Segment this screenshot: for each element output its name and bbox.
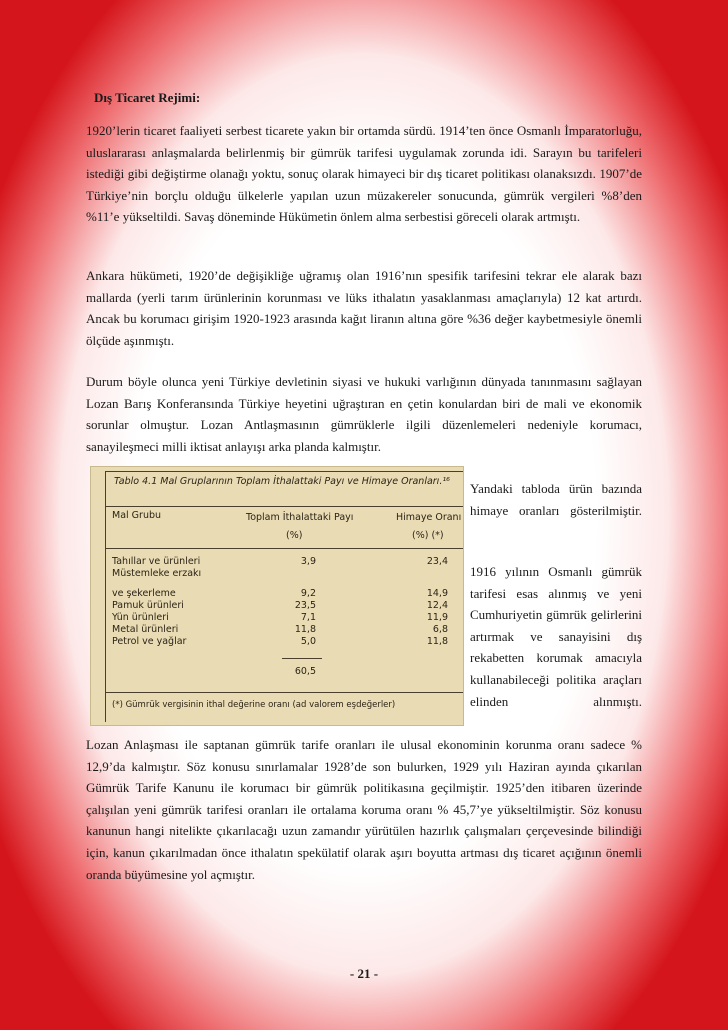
table-cell: Pamuk ürünleri <box>112 600 184 611</box>
table-rule <box>106 506 464 507</box>
table-cell: 6,8 <box>432 624 448 635</box>
side-paragraph-1-text: Yandaki tabloda ürün bazında himaye oranları gösterilmiştir. <box>470 481 642 518</box>
table-cell: 14,9 <box>426 588 448 599</box>
section-heading: Dış Ticaret Rejimi: <box>94 90 201 105</box>
table-cell: Tahıllar ve ürünleri <box>112 556 201 567</box>
side-paragraph-1 <box>470 478 642 521</box>
table-row <box>106 624 464 635</box>
table-cell: Yün ürünleri <box>112 612 169 623</box>
table-cell: 11,8 <box>294 624 316 635</box>
paragraph-5: Lozan Anlaşması ile saptanan gümrük tarife oranları ile ulusal ekonominin korunma oranı sadece % 12,9’da kalmıştır. Söz konusu sınırlamalar 1928’de son bulurken, 1929 yılı Haziran ayında çıkarılan Gümrük Tarife Kanunu ile korumacı bir gümrük politikasına geçilmiştir. 1925’den itibaren üzerinde çalışılan yeni gümrük tarifesi oranları ile ortalama koruma oranı % 45,7’ye yükseltilmiştir. Söz konusu kanunun hangi nitelikte çıkarılacağı uzun zamandır yürütülen hazırlık çalışmaları çerçevesinde bilindiği için, kanun çıkarılmadan önce ithalatın spekülatif olarak aşırı boyutta artması dış ticaret açığının önemli oranda büyümesine yol açmıştır. <box>86 737 642 882</box>
table-title: Tablo 4.1 Mal Gruplarının Toplam İthalattaki Payı ve Himaye Oranları.¹⁶ <box>114 476 450 487</box>
table-row <box>106 568 464 579</box>
table-col-protect: Himaye Oranı <box>396 512 462 523</box>
page-number: - 21 - <box>349 966 379 981</box>
table-row <box>106 612 464 623</box>
scanned-table-image <box>90 466 464 726</box>
table-cell: 7,1 <box>300 612 316 623</box>
table-cell: 23,4 <box>426 556 448 567</box>
table-cell: 5,0 <box>300 636 316 647</box>
side-paragraph-2-text: 1916 yılının Osmanlı gümrük tarifesi esas alınmış ve yeni Cumhuriyetin gümrük gelirlerini artırmak ve sanayisini dış rekabetten korumak amacıyla kullanabileceği politika araçları elinden alınmıştı. <box>470 564 642 709</box>
table-col-group: Mal Grubu <box>112 510 162 521</box>
table-cell: 11,9 <box>426 612 448 623</box>
table-row <box>106 636 464 647</box>
table-col-share-unit: (%) <box>286 530 303 541</box>
table-footnote: (*) Gümrük vergisinin ithal değerine oranı (ad valorem eşdeğerler) <box>112 700 396 710</box>
table-cell: Petrol ve yağlar <box>112 636 187 647</box>
table-row <box>106 600 464 611</box>
table-cell: 3,9 <box>300 556 316 567</box>
paragraph-1: 1920’lerin ticaret faaliyeti serbest ticarete yakın bir ortamda sürdü. 1914’ten önce Osmanlı İmparatorluğu, uluslararası anlaşmalarda belirlenmiş bir gümrük tarifesi uygulamak zorunda idi. Sarayın bu tarifeleri istediği gibi değiştirme olanağı yoktu, sonuç olarak himayeci bir dış ticaret politikası olanaksızdı. 1907’de Türkiye’nin borçlu olduğu ülkelerle yapılan uzun müzakereler sonucunda, gümrük vergileri %8’den %11’e yükseltildi. Savaş döneminde Hükümetin önlem alma serbestisi göreceli olarak artmıştı. <box>86 123 642 225</box>
table-row <box>106 588 464 599</box>
table-cell: 11,8 <box>426 636 448 647</box>
table-sum-rule <box>282 658 322 659</box>
table-cell: Metal ürünleri <box>112 624 179 635</box>
side-paragraph-2 <box>470 561 642 712</box>
table-col-protect-unit: (%) (*) <box>412 530 444 541</box>
table-rule <box>106 548 464 549</box>
table-cell: ve şekerleme <box>112 588 176 599</box>
table-cell: 23,5 <box>294 600 316 611</box>
table-frame <box>105 471 464 722</box>
table-cell: 12,4 <box>426 600 448 611</box>
table-col-share: Toplam İthalattaki Payı <box>246 512 354 523</box>
table-rule <box>106 692 464 693</box>
paragraph-3: Durum böyle olunca yeni Türkiye devletinin siyasi ve hukuki varlığının dünyada tanınmasını sağlayan Lozan Barış Konferansında Türkiye heyetini uğraştıran en çetin konulardan biri de mali ve ekonomik sorunlar olmuştur. Lozan Antlaşmasının gümrüklerle ilgili düzenlemeleri nedeniyle korumacı, sanayileşmeci milli iktisat anlayışı arka planda kalmıştır. <box>86 374 642 454</box>
table-row <box>106 556 464 567</box>
table-total: 60,5 <box>294 666 316 677</box>
table-cell: 9,2 <box>300 588 316 599</box>
table-cell: Müstemleke erzakı <box>112 568 202 579</box>
paragraph-2: Ankara hükümeti, 1920’de değişikliğe uğramış olan 1916’nın spesifik tarifesini tekrar ele alarak bazı mallarda (yerli tarım ürünlerinin korunması ve lüks ithalatın yasaklanması amaçlarıyla) 12 kat artırdı. Ancak bu korumacı girişim 1920-1923 arasında kağıt liranın altına göre %36 değer kaybetmesiyle önemli ölçüde aşınmıştı. <box>86 268 642 348</box>
